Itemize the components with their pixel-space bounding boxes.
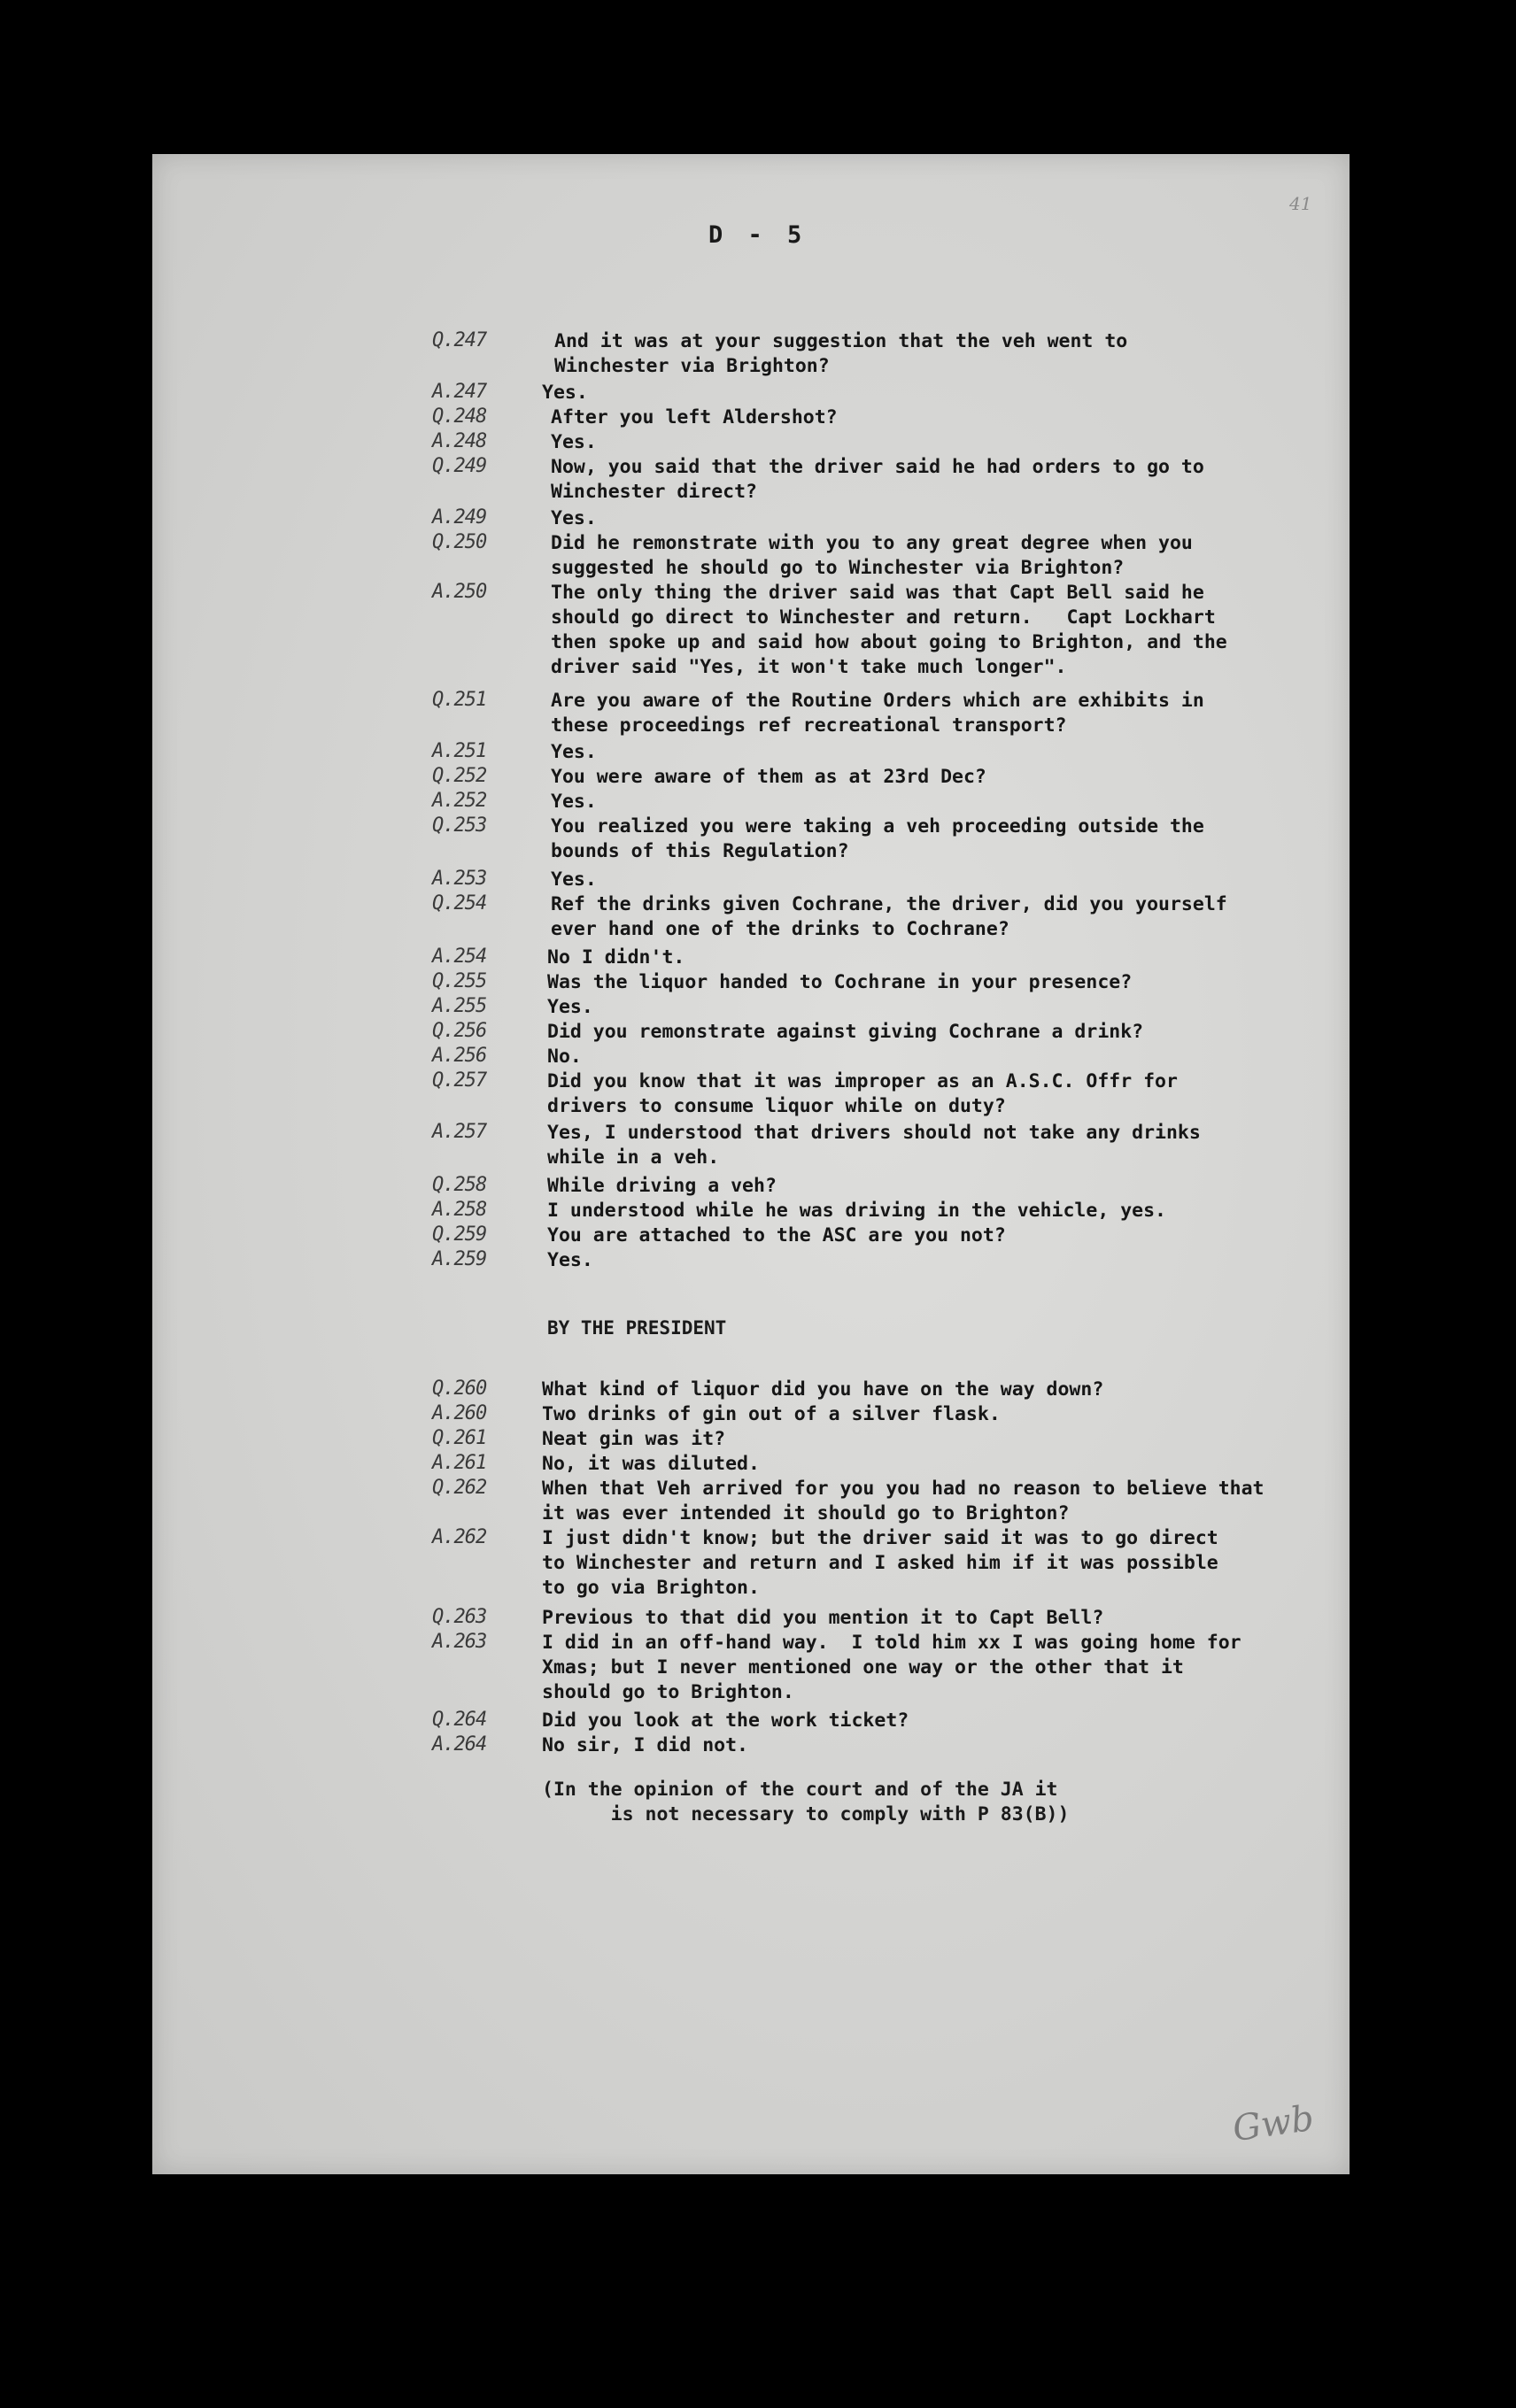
entry-text: Yes. — [551, 431, 597, 453]
entry-label: Q.248 — [432, 405, 487, 428]
entry-label: A.258 — [432, 1199, 487, 1221]
entry-text: When that Veh arrived for you you had no reason to believe that it was ever intended it should go to Brighton? — [542, 1478, 1265, 1524]
entry-text: Ref the drinks given Cochrane, the driver, did you yourself ever hand one of the drinks to Cochrane? — [551, 893, 1227, 940]
entry-label: Q.250 — [432, 531, 487, 553]
entry-label: Q.249 — [432, 455, 487, 477]
entry-text: Yes. — [551, 507, 597, 529]
page-number-mark: 41 — [1289, 193, 1312, 214]
entry-text: The only thing the driver said was that Capt Bell said he should go direct to Winchester and return. Capt Lockhart then spoke up and said how about going to Brighton, and the driver said "Yes, it won't take much longer". — [551, 582, 1227, 678]
entry-text: Was the liquor handed to Cochrane in your presence? — [547, 971, 1133, 993]
entry-label: A.251 — [432, 740, 487, 762]
entry-label: A.254 — [432, 945, 487, 968]
entry-text: Yes, I understood that drivers should not take any drinks while in a veh. — [547, 1122, 1201, 1169]
entry-label: A.252 — [432, 790, 487, 812]
entry-label: A.247 — [432, 381, 487, 403]
page-header: D - 5 — [708, 221, 808, 249]
entry-text: No I didn't. — [547, 946, 685, 969]
entry-text: No, it was diluted. — [542, 1453, 760, 1475]
entry-text: Are you aware of the Routine Orders which are exhibits in these proceedings ref recreational transport? — [551, 690, 1204, 737]
entry-label: Q.252 — [432, 765, 487, 787]
entry-text: What kind of liquor did you have on the way down? — [542, 1378, 1104, 1401]
entry-text: Did you remonstrate against giving Cochrane a drink? — [547, 1021, 1144, 1043]
entry-text: I just didn't know; but the driver said it was to go direct to Winchester and return and I asked him if it was possible to go via Brighton. — [542, 1527, 1218, 1599]
entry-text: Now, you said that the driver said he had orders to go to Winchester direct? — [551, 456, 1204, 503]
entry-label: Q.260 — [432, 1378, 487, 1400]
entry-label: Q.253 — [432, 814, 487, 837]
entry-text: You realized you were taking a veh proceeding outside the bounds of this Regulation? — [551, 815, 1204, 862]
entry-text: Two drinks of gin out of a silver flask. — [542, 1403, 1001, 1425]
entry-label: A.260 — [432, 1402, 487, 1424]
handwritten-initials: Gwb — [1230, 2097, 1317, 2150]
entry-label: A.253 — [432, 868, 487, 890]
entry-text: Previous to that did you mention it to Capt Bell? — [542, 1607, 1104, 1629]
entry-label: Q.257 — [432, 1069, 487, 1092]
entry-label: Q.255 — [432, 970, 487, 992]
entry-label: A.259 — [432, 1248, 487, 1270]
entry-label: A.255 — [432, 995, 487, 1017]
entry-text: You were aware of them as at 23rd Dec? — [551, 766, 986, 788]
entry-label: Q.263 — [432, 1606, 487, 1628]
entry-text: Did you look at the work ticket? — [542, 1710, 909, 1732]
entry-label: A.262 — [432, 1526, 487, 1548]
entry-text: I did in an off-hand way. I told him xx I was going home for Xmas; but I never mentioned one way or the other that it should go to Brighton. — [542, 1632, 1241, 1703]
entry-label: Q.251 — [432, 689, 487, 711]
entry-label: A.257 — [432, 1121, 487, 1143]
entry-text: Yes. — [542, 382, 588, 404]
entry-label: Q.256 — [432, 1020, 487, 1042]
entry-text: Yes. — [551, 741, 597, 763]
entry-text: I understood while he was driving in the vehicle, yes. — [547, 1200, 1166, 1222]
entry-label: A.263 — [432, 1631, 487, 1653]
entry-label: A.256 — [432, 1045, 487, 1067]
entry-text: And it was at your suggestion that the veh went to Winchester via Brighton? — [554, 330, 1128, 377]
closing-note: (In the opinion of the court and of the JA it is not necessary to comply with P 83(B)) — [542, 1779, 1070, 1825]
entry-text: No. — [547, 1046, 582, 1068]
entry-text: Yes. — [551, 868, 597, 891]
entry-text: Yes. — [547, 1249, 593, 1271]
entry-text: You are attached to the ASC are you not? — [547, 1224, 1006, 1246]
entry-text: Neat gin was it? — [542, 1428, 726, 1450]
entry-label: Q.264 — [432, 1709, 487, 1731]
entry-text: Did you know that it was improper as an A.S.C. Offr for drivers to consume liquor while on duty? — [547, 1070, 1178, 1117]
entry-label: Q.247 — [432, 329, 487, 351]
entry-label: Q.261 — [432, 1427, 487, 1449]
entry-label: Q.259 — [432, 1223, 487, 1246]
entry-text: Yes. — [547, 996, 593, 1018]
entry-label: Q.258 — [432, 1174, 487, 1196]
entry-label: Q.262 — [432, 1477, 487, 1499]
entry-label: A.248 — [432, 430, 487, 452]
entry-text: Did he remonstrate with you to any great degree when you suggested he should go to Winchester via Brighton? — [551, 532, 1193, 579]
entry-label: Q.254 — [432, 892, 487, 915]
entry-label: A.249 — [432, 506, 487, 529]
entry-text: Yes. — [551, 791, 597, 813]
entry-text: After you left Aldershot? — [551, 406, 838, 428]
entry-label: A.264 — [432, 1733, 487, 1756]
section-heading: BY THE PRESIDENT — [547, 1317, 727, 1339]
entry-label: A.261 — [432, 1452, 487, 1474]
entry-label: A.250 — [432, 581, 487, 603]
entry-text: While driving a veh? — [547, 1175, 777, 1197]
entry-text: No sir, I did not. — [542, 1734, 748, 1756]
